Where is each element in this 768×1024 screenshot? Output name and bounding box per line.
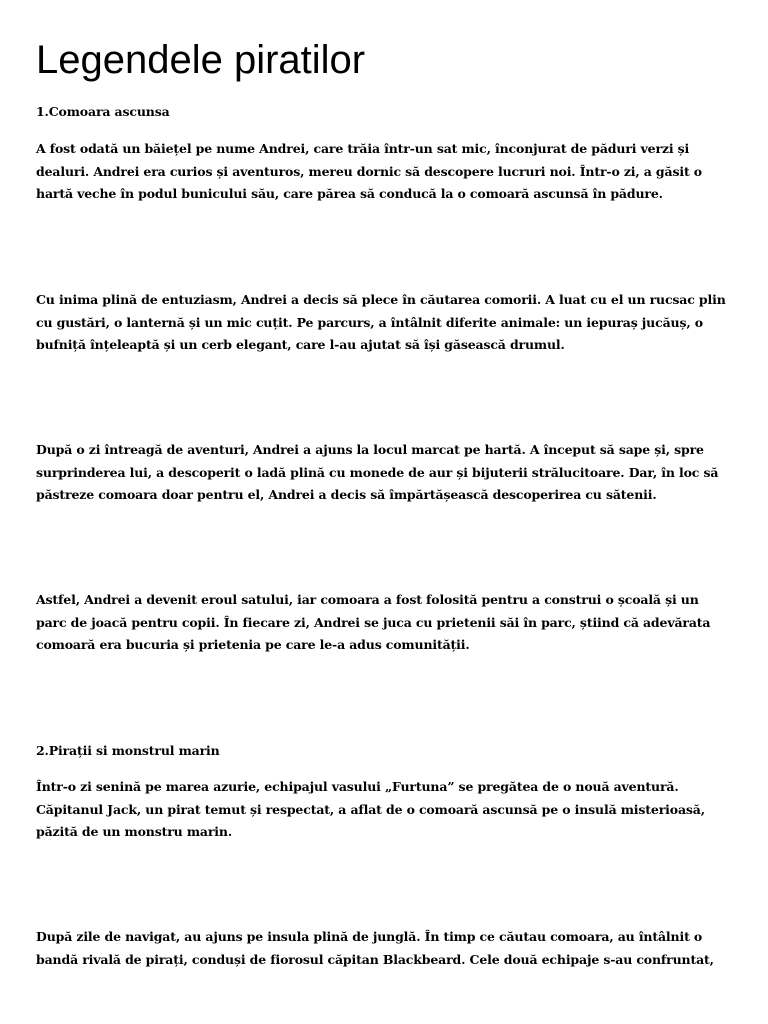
paragraph-line: bufniță înțeleaptă și un cerb elegant, care l-au ajutat să își găsească drumul. [36, 337, 565, 353]
paragraph-line: După o zi întreagă de aventuri, Andrei a ajuns la locul marcat pe hartă. A început să sape și, spre [36, 442, 704, 457]
paragraph-line: Cu inima plină de entuziasm, Andrei a decis să plece în căutarea comorii. A luat cu el un rucsac plin [36, 292, 726, 307]
section-heading-comoara-ascunsa: 1.Comoara ascunsa [36, 104, 170, 119]
paragraph-line: A fost odată un băiețel pe nume Andrei, care trăia într-un sat mic, înconjurat de păduri verzi și [36, 141, 690, 156]
paragraph-line: dealuri. Andrei era curios și aventuros, mereu dornic să descopere lucruri noi. Într-o zi, a găsit o [36, 163, 702, 179]
paragraph-line: Într-o zi senină pe marea azurie, echipajul vasului „Furtuna” se pregătea de o nouă aventură. [36, 779, 679, 794]
paragraph-line: Astfel, Andrei a devenit eroul satului, iar comoara a fost folosită pentru a construi o școală și un [36, 592, 699, 607]
paragraph-line: cu gustări, o lanternă și un mic cuțit. Pe parcurs, a întâlnit diferite animale: un iepuraș jucăuș, o [36, 314, 703, 330]
paragraph-line: parc de joacă pentru copii. În fiecare zi, Andrei se juca cu prietenii săi în parc, știind că adevărata [36, 614, 711, 630]
paragraph-line: hartă veche în podul bunicului său, care părea să conducă la o comoară ascunsă în pădure. [36, 186, 663, 202]
paragraph-2 [36, 289, 736, 357]
page-title: Legendele piratilor [36, 38, 366, 82]
paragraph-3 [36, 439, 736, 507]
paragraph-line: comoară era bucuria și prietenia pe care le-a adus comunității. [36, 637, 470, 653]
paragraph-line: Căpitanul Jack, un pirat temut și respectat, a aflat de o comoară ascunsă pe o insulă misterioasă, [36, 801, 705, 817]
paragraph-4 [36, 589, 736, 657]
paragraph-line: păstreze comoara doar pentru el, Andrei a decis să împărtășească descoperirea cu sătenii. [36, 487, 657, 503]
paragraph-1 [36, 138, 736, 206]
paragraph-line: păzită de un monstru marin. [36, 824, 233, 840]
paragraph-line: După zile de navigat, au ajuns pe insula plină de junglă. În timp ce căutau comoara, au întâlnit o [36, 929, 703, 944]
paragraph-5 [36, 776, 736, 844]
paragraph-line: surprinderea lui, a descoperit o ladă plină cu monede de aur și bijuterii strălucitoare. Dar, în loc să [36, 464, 719, 480]
paragraph-line: bandă rivală de pirați, conduși de fiorosul căpitan Blackbeard. Cele două echipaje s-au confruntat, [36, 951, 714, 967]
section-heading-piratii-si-monstrul-marin: 2.Pirații si monstrul marin [36, 743, 220, 758]
paragraph-6 [36, 926, 736, 971]
